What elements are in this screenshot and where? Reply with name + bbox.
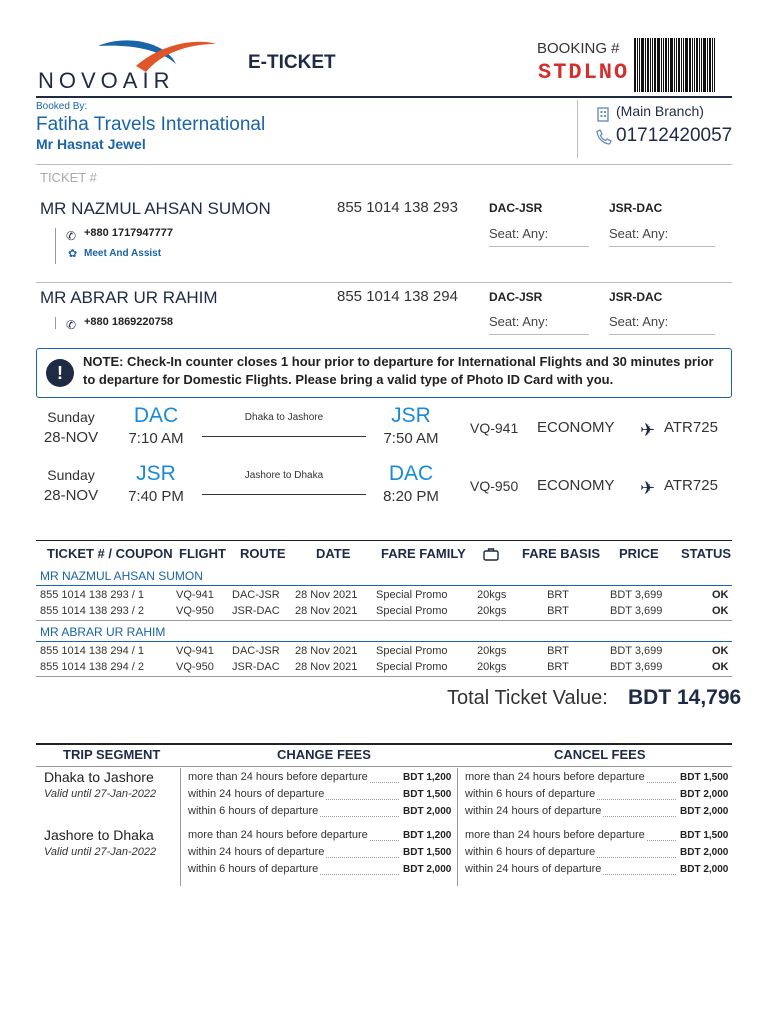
- coupon-cell: VQ-950: [176, 661, 214, 673]
- page-title: E-TICKET: [248, 52, 336, 73]
- barcode-bar: [637, 38, 638, 92]
- coupon-cell: BDT 3,699: [610, 645, 663, 657]
- coupon-cell: 20kgs: [477, 661, 507, 673]
- change-fee-amount: BDT 1,500: [403, 789, 452, 800]
- fee-header-cancel: CANCEL FEES: [554, 747, 646, 762]
- barcode-bar: [663, 38, 664, 92]
- booking-label: BOOKING #: [537, 40, 620, 57]
- coupon-cell: DAC-JSR: [232, 645, 280, 657]
- barcode: [634, 38, 716, 92]
- trip-segment: Dhaka to Jashore: [44, 769, 154, 785]
- row-divider: [36, 585, 732, 586]
- route-line: [202, 494, 366, 495]
- booking-reference: STDLNO: [538, 60, 630, 85]
- coupon-cell: BDT 3,699: [610, 589, 663, 601]
- coupon-passenger: MR NAZMUL AHSAN SUMON: [40, 569, 203, 583]
- cancel-fee-desc: within 24 hours of departure: [465, 863, 602, 875]
- leg-label: Jashore to Dhaka: [244, 470, 324, 481]
- seat-assignment: Seat: Any:: [489, 314, 549, 329]
- destination-code: DAC: [388, 462, 434, 485]
- coupon-cell: OK: [712, 645, 729, 657]
- airplane-icon: ✈: [640, 420, 656, 440]
- coupon-cell: OK: [712, 661, 729, 673]
- coupon-cell: 28 Nov 2021: [295, 661, 358, 673]
- change-fee-amount: BDT 1,200: [403, 830, 452, 841]
- flight-number: VQ-941: [470, 420, 519, 436]
- coupon-cell: 855 1014 138 293 / 2: [40, 605, 144, 617]
- barcode-bar: [683, 38, 684, 92]
- seat-assignment: Seat: Any:: [609, 226, 669, 241]
- barcode-bar: [696, 38, 698, 92]
- barcode-bar: [668, 38, 669, 92]
- coupon-cell: VQ-941: [176, 589, 214, 601]
- cancel-fee-amount: BDT 1,500: [680, 772, 729, 783]
- barcode-bar: [657, 38, 660, 92]
- cancel-fee-desc: more than 24 hours before departure: [465, 829, 645, 841]
- row-divider: [36, 620, 732, 621]
- coupon-cell: Special Promo: [376, 589, 448, 601]
- coupon-cell: Special Promo: [376, 605, 448, 617]
- change-fee-amount: BDT 2,000: [403, 806, 452, 817]
- coupon-cell: VQ-941: [176, 645, 214, 657]
- coupon-cell: 855 1014 138 294 / 1: [40, 645, 144, 657]
- col-header: TICKET # / COUPON: [47, 546, 173, 561]
- flight-number: VQ-950: [470, 478, 519, 494]
- barcode-bar: [707, 38, 708, 92]
- barcode-bar: [701, 38, 702, 92]
- barcode-bar: [678, 38, 680, 92]
- flight-date: 28-NOV: [43, 487, 99, 504]
- baggage-icon: [483, 548, 499, 566]
- coupon-cell: JSR-DAC: [232, 661, 280, 673]
- change-fee-amount: BDT 2,000: [403, 864, 452, 875]
- barcode-bar: [692, 38, 693, 92]
- booked-by-label: Booked By:: [36, 101, 88, 112]
- barcode-bar: [634, 38, 636, 92]
- col-header: DATE: [316, 546, 351, 561]
- trip-segment: Jashore to Dhaka: [44, 827, 154, 843]
- coupon-cell: JSR-DAC: [232, 605, 280, 617]
- checkin-note: [36, 348, 732, 398]
- departure-time: 7:10 AM: [128, 430, 184, 447]
- validity: Valid until 27-Jan-2022: [44, 846, 157, 858]
- agent-name: Mr Hasnat Jewel: [36, 136, 146, 152]
- special-service: Meet And Assist: [84, 248, 162, 259]
- ticket-number: 855 1014 138 294: [337, 288, 458, 305]
- change-fee-desc: within 6 hours of departure: [188, 863, 319, 875]
- col-header: FARE BASIS: [522, 546, 601, 561]
- barcode-bar: [641, 38, 644, 92]
- ticket-number: 855 1014 138 293: [337, 199, 458, 216]
- change-fee-desc: more than 24 hours before departure: [188, 829, 368, 841]
- flight-day: Sunday: [47, 467, 95, 483]
- alert-icon: !: [46, 359, 74, 387]
- flight-day: Sunday: [47, 409, 95, 425]
- seat-assignment: Seat: Any:: [609, 314, 669, 329]
- cancel-fee-desc: more than 24 hours before departure: [465, 771, 645, 783]
- passenger-contact: +880 1869220758: [84, 316, 174, 328]
- cancel-fee-desc: within 6 hours of departure: [465, 788, 596, 800]
- coupon-cell: Special Promo: [376, 661, 448, 673]
- total-label: Total Ticket Value:: [447, 687, 608, 709]
- coupon-cell: 20kgs: [477, 589, 507, 601]
- cancel-fee-amount: BDT 2,000: [680, 789, 729, 800]
- coupon-cell: 28 Nov 2021: [295, 645, 358, 657]
- aircraft-type: ATR725: [664, 419, 718, 436]
- destination-code: JSR: [391, 404, 431, 427]
- barcode-bar: [685, 38, 688, 92]
- col-header: ROUTE: [240, 546, 286, 561]
- airline-logo: [36, 36, 226, 92]
- coupon-cell: BDT 3,699: [610, 605, 663, 617]
- coupon-passenger: MR ABRAR UR RAHIM: [40, 625, 166, 639]
- airplane-icon: ✈: [640, 478, 656, 498]
- barcode-bar: [647, 38, 649, 92]
- barcode-bar: [699, 38, 700, 92]
- handshake-icon: ✿: [68, 248, 78, 260]
- col-header: STATUS: [681, 546, 732, 561]
- col-header: FARE FAMILY: [381, 546, 466, 561]
- arrival-time: 7:50 AM: [383, 430, 439, 447]
- coupon-cell: VQ-950: [176, 605, 214, 617]
- agency-phone: 01712420057: [616, 125, 733, 146]
- barcode-bar: [639, 38, 640, 92]
- coupon-cell: Special Promo: [376, 645, 448, 657]
- coupon-cell: DAC-JSR: [232, 589, 280, 601]
- fee-header-segment: TRIP SEGMENT: [63, 747, 161, 762]
- barcode-bar: [652, 38, 653, 92]
- passenger-contact: +880 1717947777: [84, 227, 174, 239]
- segment-route: JSR-DAC: [609, 201, 663, 215]
- barcode-bar: [694, 38, 695, 92]
- coupon-cell: 20kgs: [477, 605, 507, 617]
- phone-icon: [596, 129, 612, 150]
- change-fee-amount: BDT 1,200: [403, 772, 452, 783]
- cabin-class: ECONOMY: [537, 477, 615, 494]
- barcode-bar: [681, 38, 682, 92]
- branch-name: (Main Branch): [616, 103, 704, 119]
- change-fee-desc: more than 24 hours before departure: [188, 771, 368, 783]
- coupon-cell: OK: [712, 589, 729, 601]
- barcode-bar: [714, 38, 715, 92]
- coupon-cell: 20kgs: [477, 645, 507, 657]
- cabin-class: ECONOMY: [537, 419, 615, 436]
- departure-time: 7:40 PM: [128, 488, 184, 505]
- aircraft-type: ATR725: [664, 477, 718, 494]
- segment-route: JSR-DAC: [609, 290, 663, 304]
- phone-icon: ✆: [66, 318, 77, 332]
- cancel-fee-amount: BDT 1,500: [680, 830, 729, 841]
- barcode-bar: [670, 38, 673, 92]
- coupon-cell: BRT: [547, 605, 569, 617]
- passenger-name: MR ABRAR UR RAHIM: [40, 288, 218, 307]
- cancel-fee-desc: within 24 hours of departure: [465, 805, 602, 817]
- coupon-cell: 28 Nov 2021: [295, 605, 358, 617]
- change-fee-desc: within 24 hours of departure: [188, 788, 325, 800]
- barcode-bar: [645, 38, 646, 92]
- cancel-fee-desc: within 6 hours of departure: [465, 846, 596, 858]
- barcode-bar: [703, 38, 706, 92]
- row-divider: [36, 676, 732, 677]
- barcode-bar: [712, 38, 713, 92]
- barcode-bar: [689, 38, 691, 92]
- logo-text: NOVOAIR: [38, 68, 175, 93]
- coupon-cell: BRT: [547, 645, 569, 657]
- passenger-name: MR NAZMUL AHSAN SUMON: [40, 199, 271, 218]
- fee-header-change: CHANGE FEES: [277, 747, 371, 762]
- barcode-bar: [709, 38, 711, 92]
- change-fee-amount: BDT 1,500: [403, 847, 452, 858]
- building-icon: [596, 106, 610, 127]
- phone-icon: ✆: [66, 229, 77, 243]
- barcode-bar: [674, 38, 675, 92]
- coupon-cell: BRT: [547, 589, 569, 601]
- cancel-fee-amount: BDT 2,000: [680, 864, 729, 875]
- change-fee-desc: within 6 hours of departure: [188, 805, 319, 817]
- coupon-cell: 28 Nov 2021: [295, 589, 358, 601]
- seat-assignment: Seat: Any:: [489, 226, 549, 241]
- arrival-time: 8:20 PM: [383, 488, 439, 505]
- coupon-cell: 855 1014 138 293 / 1: [40, 589, 144, 601]
- barcode-bar: [676, 38, 677, 92]
- segment-route: DAC-JSR: [489, 290, 543, 304]
- agency-name: Fatiha Travels International: [36, 114, 266, 135]
- cancel-fee-amount: BDT 2,000: [680, 806, 729, 817]
- note-text: NOTE: Check-In counter closes 1 hour prior to departure for International Flights and 30 minutes prior to departure for Domestic Flights. Please bring a valid type of Photo ID Card with you.: [83, 354, 714, 387]
- barcode-bar: [650, 38, 651, 92]
- leg-label: Dhaka to Jashore: [244, 412, 324, 423]
- segment-route: DAC-JSR: [489, 201, 543, 215]
- barcode-bar: [661, 38, 662, 92]
- cancel-fee-amount: BDT 2,000: [680, 847, 729, 858]
- coupon-cell: 855 1014 138 294 / 2: [40, 661, 144, 673]
- change-fee-desc: within 24 hours of departure: [188, 846, 325, 858]
- coupon-cell: OK: [712, 605, 729, 617]
- barcode-bar: [665, 38, 667, 92]
- coupon-cell: BDT 3,699: [610, 661, 663, 673]
- total-value: BDT 14,796: [628, 686, 742, 709]
- origin-code: DAC: [133, 404, 179, 427]
- flight-date: 28-NOV: [43, 429, 99, 446]
- ticket-column-header: TICKET #: [40, 170, 97, 185]
- origin-code: JSR: [136, 462, 176, 485]
- col-header: PRICE: [619, 546, 659, 561]
- row-divider: [36, 641, 732, 642]
- route-line: [202, 436, 366, 437]
- validity: Valid until 27-Jan-2022: [44, 788, 157, 800]
- col-header: FLIGHT: [179, 546, 226, 561]
- barcode-bar: [654, 38, 656, 92]
- coupon-cell: BRT: [547, 661, 569, 673]
